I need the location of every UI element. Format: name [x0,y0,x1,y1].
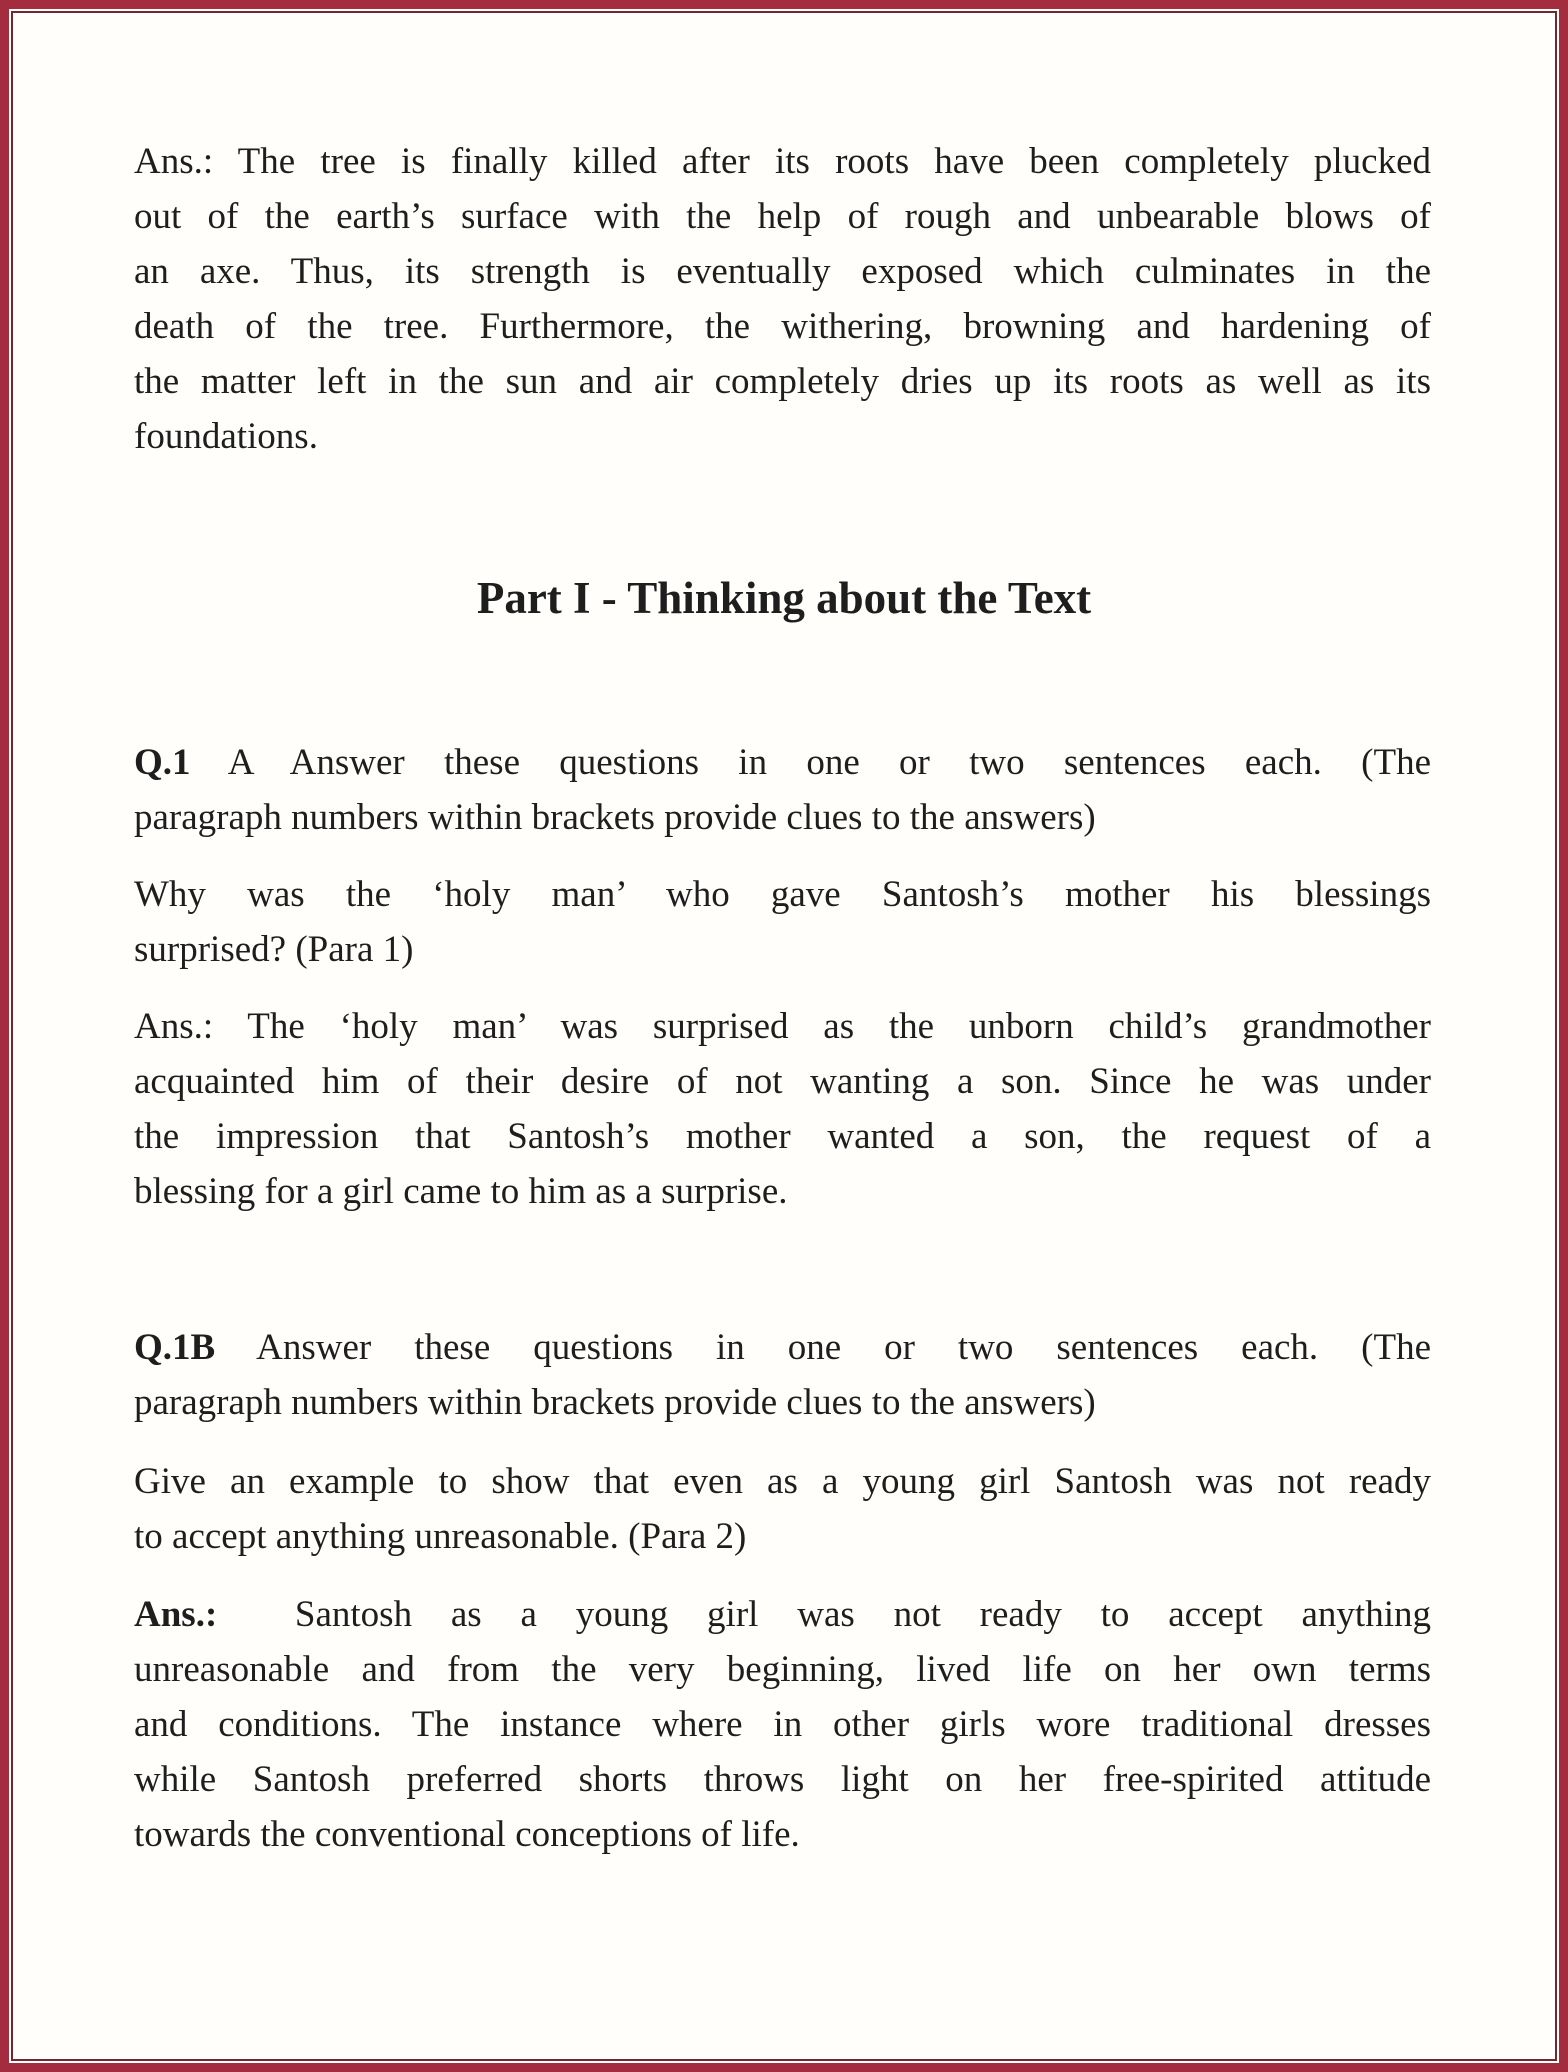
line-text: A Answer these questions in one or two sentences each. (The [190,742,1431,783]
text-line: paragraph numbers within brackets provide clues to the answers) [134,797,1096,838]
q1a-instruction [134,735,1431,845]
text-line: out of the earth’s surface with the help of rough and unbearable blows of [134,196,1431,237]
text-line [134,1320,1431,1375]
bold-label: Q.1 [134,742,191,783]
text-line: an axe. Thus, its strength is eventually exposed which culminates in the [134,251,1431,292]
q1b-instruction [134,1320,1431,1430]
text-line: to accept anything unreasonable. (Para 2) [134,1516,747,1557]
text-line: while Santosh preferred shorts throws light on her free-spirited attitude [134,1759,1431,1800]
text-line: blessing for a girl came to him as a surprise. [134,1171,788,1212]
text-line: towards the conventional conceptions of life. [134,1814,800,1855]
section-heading: Part I - Thinking about the Text [476,573,1092,623]
bold-label: Q.1B [134,1327,216,1368]
text-line: foundations. [134,416,318,457]
q1a-question [134,867,1431,977]
text-line: unreasonable and from the very beginning, lived life on her own terms [134,1649,1431,1690]
text-line: paragraph numbers within brackets provide clues to the answers) [134,1382,1096,1423]
text-line: acquainted him of their desire of not wanting a son. Since he was under [134,1061,1431,1102]
q1b-question [134,1454,1431,1564]
text-line: and conditions. The instance where in other girls wore traditional dresses [134,1704,1431,1745]
line-text: Santosh as a young girl was not ready to accept anything [217,1594,1431,1635]
text-line: death of the tree. Furthermore, the withering, browning and hardening of [134,306,1431,347]
text-line [134,735,1431,790]
q1a-answer [134,999,1431,1219]
text-line: Ans.: The tree is finally killed after its roots have been completely plucked [134,141,1431,182]
bold-label: Ans.: [134,1594,218,1635]
text-line: Ans.: The ‘holy man’ was surprised as the unborn child’s grandmother [134,1006,1431,1047]
text-line: the impression that Santosh’s mother wanted a son, the request of a [134,1116,1431,1157]
line-text: Answer these questions in one or two sentences each. (The [215,1327,1431,1368]
text-line [134,1587,1431,1642]
q1b-answer [134,1587,1431,1862]
text-line: the matter left in the sun and air completely dries up its roots as well as its [134,361,1431,402]
text-line: Why was the ‘holy man’ who gave Santosh’s mother his blessings [134,874,1431,915]
text-line: surprised? (Para 1) [134,929,414,970]
tree-answer [134,134,1431,464]
text-line: Give an example to show that even as a young girl Santosh was not ready [134,1461,1431,1502]
